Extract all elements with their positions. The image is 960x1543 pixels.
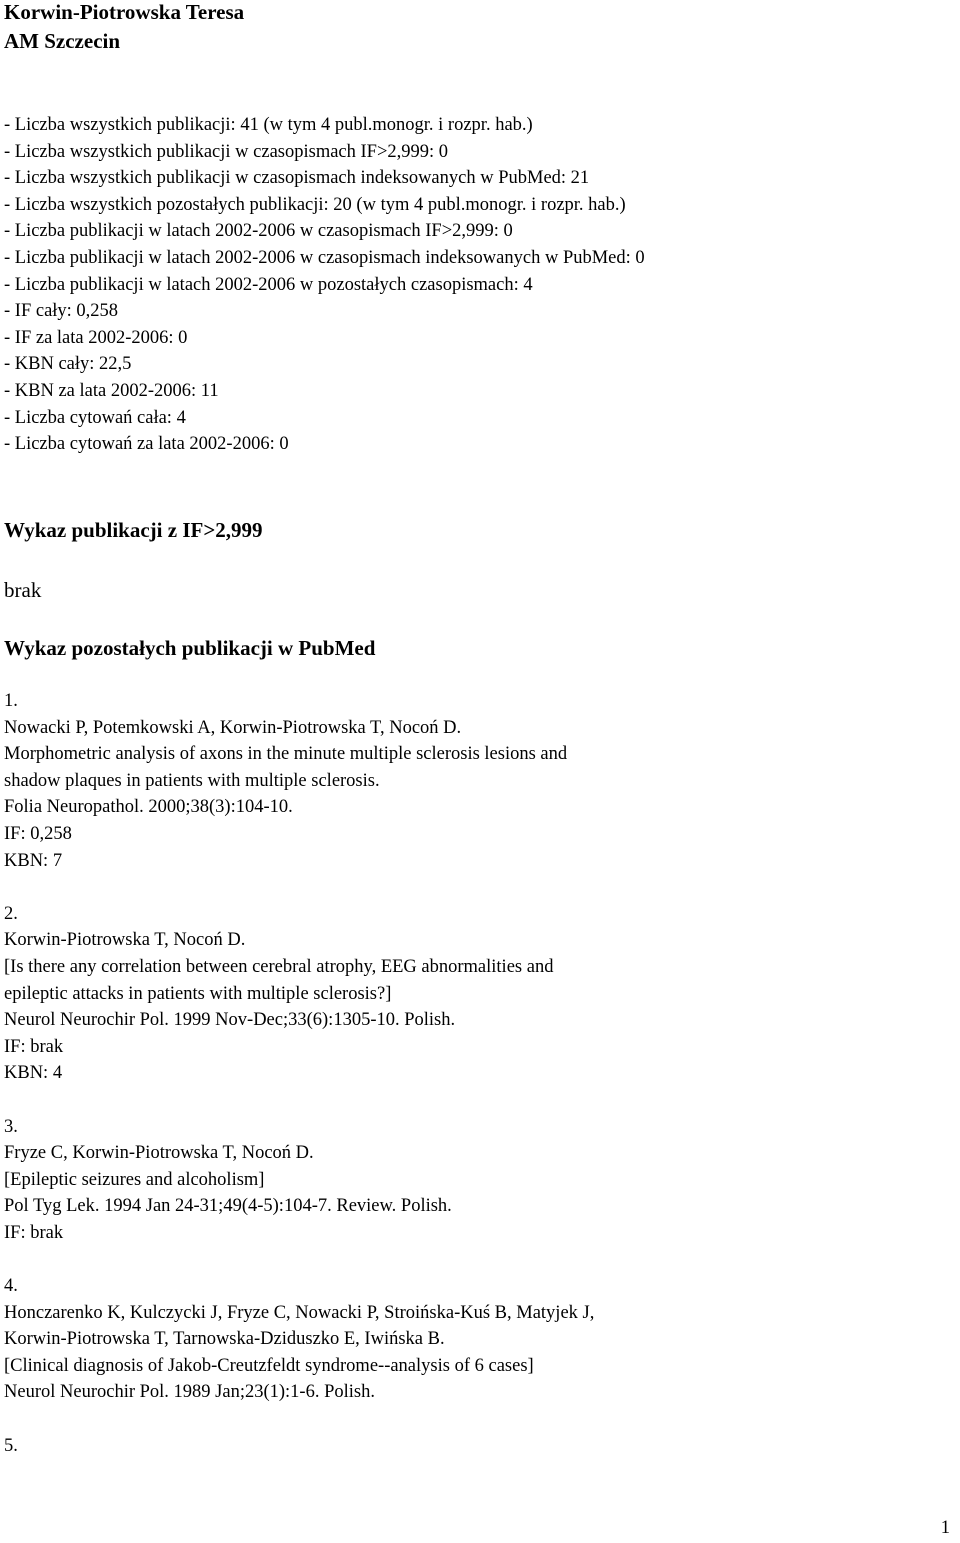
stat-item: - Liczba publikacji w latach 2002-2006 w pozostałych czasopismach: 4: [4, 274, 533, 295]
publication-number: 3.: [4, 1116, 18, 1137]
stat-item: - Liczba publikacji w latach 2002-2006 w czasopismach IF>2,999: 0: [4, 221, 513, 242]
publication-item: [4, 1273, 594, 1406]
publication-number: 1.: [4, 691, 18, 711]
publication-source: Folia Neuropathol. 2000;38(3):104-10.: [4, 797, 293, 818]
publication-title: Morphometric analysis of axons in the minute multiple sclerosis lesions and: [4, 744, 568, 765]
publication-item: [4, 688, 594, 874]
page-number: 1: [940, 1518, 950, 1538]
stat-item: - Liczba wszystkich publikacji w czasopismach indeksowanych w PubMed: 21: [4, 168, 590, 189]
publication-if: IF: brak: [4, 1222, 64, 1243]
publication-authors: Nowacki P, Potemkowski A, Korwin-Piotrowska T, Nocoń D.: [4, 717, 462, 738]
publication-title: shadow plaques in patients with multiple sclerosis.: [4, 770, 380, 791]
publication-if: IF: brak: [4, 1036, 64, 1057]
stat-item: - Liczba wszystkich publikacji w czasopismach IF>2,999: 0: [4, 141, 449, 162]
publication-source: Pol Tyg Lek. 1994 Jan 24-31;49(4-5):104-7. Review. Polish.: [4, 1196, 452, 1217]
statistics-list: [4, 112, 645, 458]
publication-authors: Korwin-Piotrowska T, Tarnowska-Dziduszko E, Iwińska B.: [4, 1329, 445, 1350]
publication-if: IF: 0,258: [4, 823, 72, 844]
publication-authors: Honczarenko K, Kulczycki J, Fryze C, Nowacki P, Stroińska-Kuś B, Matyjek J,: [4, 1302, 595, 1323]
publication-title: epileptic attacks in patients with multiple sclerosis?]: [4, 983, 392, 1004]
stat-item: - Liczba wszystkich publikacji: 41 (w tym 4 publ.monogr. i rozpr. hab.): [4, 115, 533, 135]
stat-item: - Liczba wszystkich pozostałych publikacji: 20 (w tym 4 publ.monogr. i rozpr. hab.): [4, 194, 626, 215]
publication-kbn: KBN: 7: [4, 850, 63, 871]
publication-authors: Korwin-Piotrowska T, Nocoń D.: [4, 930, 246, 951]
stat-item: - Liczba cytowań cała: 4: [4, 407, 186, 428]
author-institution: AM Szczecin: [4, 29, 121, 53]
author-name: Korwin-Piotrowska Teresa: [4, 0, 245, 24]
publication-number: 5.: [4, 1435, 18, 1456]
publication-item: [4, 1433, 594, 1460]
publication-item: [4, 1114, 594, 1247]
publication-kbn: KBN: 4: [4, 1063, 63, 1084]
stat-item: - KBN cały: 22,5: [4, 354, 132, 375]
publication-authors: Fryze C, Korwin-Piotrowska T, Nocoń D.: [4, 1143, 314, 1164]
document-header: [4, 0, 954, 56]
publication-list: [4, 688, 594, 1486]
publication-source: Neurol Neurochir Pol. 1989 Jan;23(1):1-6. Polish.: [4, 1382, 375, 1403]
stat-item: - Liczba cytowań za lata 2002-2006: 0: [4, 434, 289, 455]
stat-item: - IF cały: 0,258: [4, 301, 119, 322]
publication-item: [4, 901, 594, 1087]
section-title-if: Wykaz publikacji z IF>2,999: [4, 518, 263, 542]
publication-source: Neurol Neurochir Pol. 1999 Nov-Dec;33(6):1305-10. Polish.: [4, 1010, 456, 1031]
section-if-content: brak: [4, 578, 42, 602]
publication-number: 2.: [4, 903, 18, 924]
section-title-pubmed: Wykaz pozostałych publikacji w PubMed: [4, 636, 376, 660]
stat-item: - Liczba publikacji w latach 2002-2006 w czasopismach indeksowanych w PubMed: 0: [4, 247, 645, 268]
publication-title: [Is there any correlation between cerebral atrophy, EEG abnormalities and: [4, 956, 554, 977]
stat-item: - IF za lata 2002-2006: 0: [4, 327, 188, 348]
stat-item: - KBN za lata 2002-2006: 11: [4, 380, 219, 401]
document-page: [4, 0, 954, 1538]
publication-title: [Clinical diagnosis of Jakob-Creutzfeldt syndrome--analysis of 6 cases]: [4, 1355, 534, 1376]
publication-number: 4.: [4, 1276, 18, 1297]
publication-title: [Epileptic seizures and alcoholism]: [4, 1169, 265, 1190]
